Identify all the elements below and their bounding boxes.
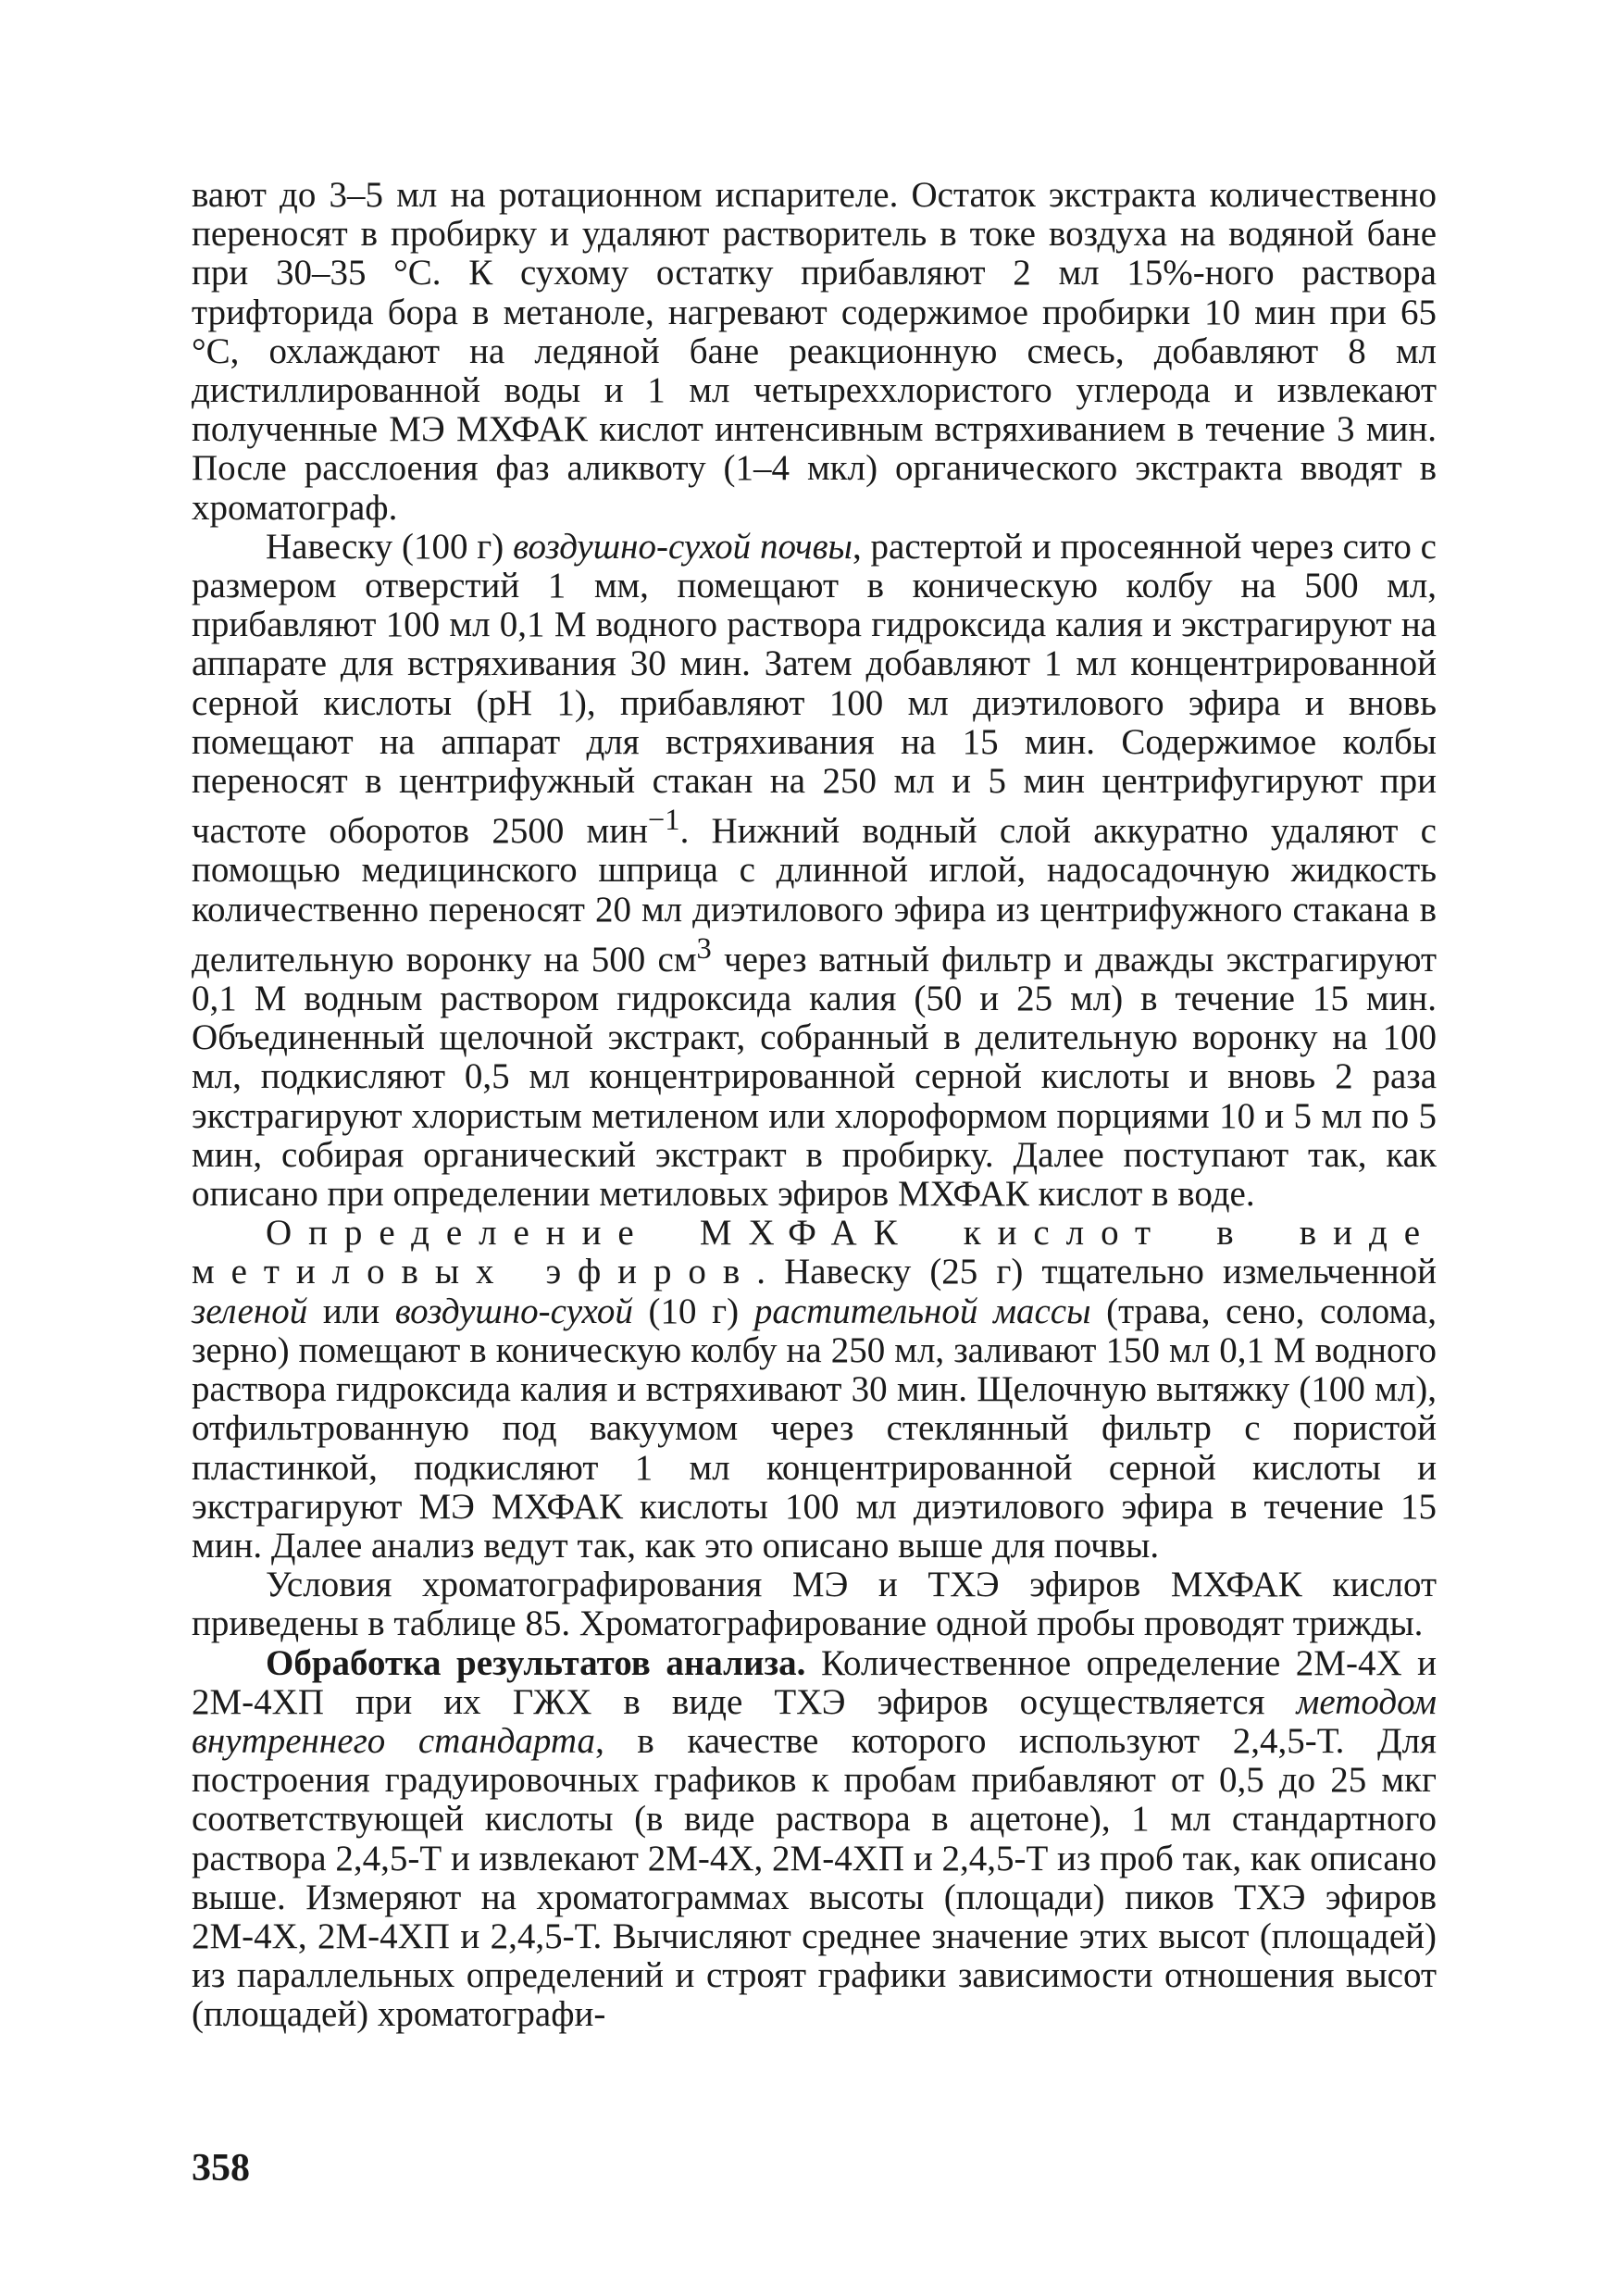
paragraph-2-text-b: . Нижний водный слой аккуратно удаляют с помощью медицинского шприца с длинной иглой, надосадочную жидкость количественно переносят 20 мл диэтилового эфира из центрифужного стакана в делительную воронку на 500 см [192,811,1437,980]
results-processing-heading: Обработка результатов анализа. [266,1642,806,1683]
paragraph-2-start: Навеску (100 г) [266,526,514,567]
paragraph-3-mid-b: (10 г) [632,1291,754,1331]
paragraph-1: вают до 3–5 мл на ротационном испарителе. Остаток экстракта количественно переносят в пробирку и удаляют растворитель в токе воздуха на водяной бане при 30–35 °С. К сухому остатку прибавляют 2 мл 15%-ного раствора трифторида бора в метаноле, нагревают содержимое пробирки 10 мин при 65 °С, охлаждают на ледяной бане реакционную смесь, добавляют 8 мл дистиллированной воды и 1 мл четыреххлористого углерода и извлекают полученные МЭ МХФАК кислот интенсивным встряхиванием в течение 3 мин. После расслоения фаз аликвоту (1–4 мкл) органического экстракта вводят в хроматограф. [192,175,1437,528]
paragraph-5-italic-method: методом внутреннего стандарта [192,1681,1437,1761]
paragraph-2 [192,528,1437,1214]
paragraph-3-mid-a: или [307,1291,395,1331]
paragraph-3-italic-plant-mass: растительной массы [753,1291,1091,1331]
paragraph-2-text-a: , растертой и просеянной через сито с размером отверстий 1 мм, помещают в коническую колбу на 500 мл, прибавляют 100 мл 0,1 М водного раствора гидроксида калия и экстрагируют на аппарате для встряхивания 30 мин. Затем добавляют 1 мл концентрированной серной кислоты (рН 1), прибавляют 100 мл диэтилового эфира и вновь помещают на аппарат для встряхивания на 15 мин. Содержимое колбы переносят в центрифужный стакан на 250 мл и 5 мин центрифугируют при частоте оборотов 2500 мин [192,526,1437,852]
paragraph-3-italic-air-dry: воздушно-сухой [394,1291,633,1331]
paragraph-3 [192,1214,1437,1566]
paragraph-2-text-c: через ватный фильтр и дважды экстрагируют 0,1 М водным раствором гидроксида калия (50 и 25 мл) в течение 15 мин. Объединенный щелочной экстракт, собранный в делительную воронку на 100 мл, подкисляют 0,5 мл концентрированной серной кислоты и вновь 2 раза экстрагируют хлористым метиленом или хлороформом порциями 10 и 5 мл по 5 мин, собирая органический экстракт в пробирку. Далее поступают так, как описано при определении метиловых эфиров МХФАК кислот в воде. [192,939,1437,1215]
paragraph-5-rest: , в качестве которого используют 2,4,5-Т. Для построения градуировочных графиков к пробам прибавляют от 0,5 до 25 мкг соответствующей кислоты (в виде раствора в ацетоне), 1 мл стандартного раствора 2,4,5-Т и извлекают 2М-4Х, 2М-4ХП и 2,4,5-Т из проб так, как описано выше. Измеряют на хроматограммах высоты (площади) пиков ТХЭ эфиров 2М-4Х, 2М-4ХП и 2,4,5-Т. Вычисляют среднее значение этих высот (площадей) из параллельных определений и строят графики зависимости отношения высот (площадей) хроматографи- [192,1720,1437,2035]
paragraph-2-superscript-minus-one: −1 [647,804,680,838]
paragraph-2-italic-phrase: воздушно-сухой почвы [513,526,853,567]
paragraph-3-rest: (трава, сено, солома, зерно) помещают в коническую колбу на 250 мл, заливают 150 мл 0,1 М водного раствора гидроксида калия и встряхивают 30 мин. Щелочную вытяжку (100 мл), отфильтрованную под вакуумом через стеклянный фильтр с пористой пластинкой, подкисляют 1 мл концентрированной серной кислоты и экстрагируют МЭ МХФАК кислоты 100 мл диэтилового эфира в течение 15 мин. Далее анализ ведут так, как это описано выше для почвы. [192,1291,1437,1566]
paragraph-3-start: . Навеску (25 г) тщательно измельченной [756,1252,1437,1292]
paragraph-2-superscript-three: 3 [696,931,712,966]
paragraph-5-start: Количественное определение 2М-4Х и 2М-4ХП при их ГЖХ в виде ТХЭ эфиров осуществляется [192,1642,1437,1722]
paragraph-3-italic-green: зеленой [192,1291,308,1331]
text-column [192,176,1437,2035]
paragraph-5 [192,1644,1437,2035]
page-number: 358 [192,2147,250,2190]
section-heading-spaced: Определение МХФАК кислот в виде метиловых эфиров [192,1213,1437,1292]
paragraph-4: Условия хроматографирования МЭ и ТХЭ эфиров МХФАК кислот приведены в таблице 85. Хроматографирование одной пробы проводят трижды. [192,1565,1437,1644]
